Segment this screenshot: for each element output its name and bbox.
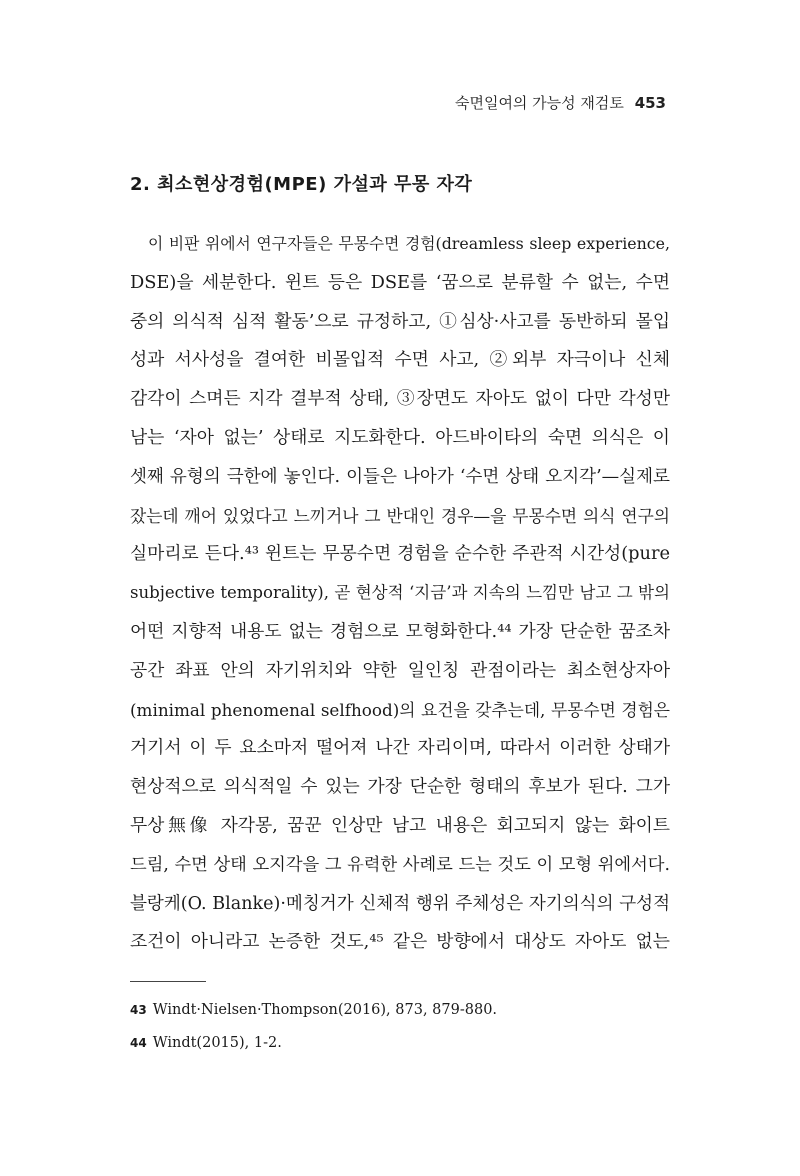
footnote-number: 43 [130, 1003, 147, 1017]
running-header [455, 92, 666, 113]
body-line: 거기서 이 두 요소마저 떨어져 나간 자리이며, 따라서 이러한 상태가 [130, 737, 670, 759]
body-line: 성과 서사성을 결여한 비몰입적 수면 사고, ②외부 자극이나 신체 [130, 349, 670, 371]
body-line: 블랑케(O. Blanke)·메칭거가 신체적 행위 주체성은 자기의식의 구성적 [130, 893, 670, 914]
body-line: subjective temporality), 곧 현상적 ‘지금’과 지속의 느낌만 남고 그 밖의 [130, 583, 670, 603]
running-title: 숙면일여의 가능성 재검토 [454, 94, 624, 112]
footnote-divider [130, 981, 206, 982]
body-line: 셋째 유형의 극한에 놓인다. 이들은 나아가 ‘수면 상태 오지각’—실제로 [130, 466, 670, 487]
section-heading: 2. 최소현상경험(MPE) 가설과 무몽 자각 [130, 174, 473, 195]
body-line: DSE)을 세분한다. 윈트 등은 DSE를 ‘꿈으로 분류할 수 없는, 수면 [130, 271, 670, 293]
body-line: 잤는데 깨어 있었다고 느끼거나 그 반대인 경우—을 무몽수면 의식 연구의 [130, 505, 670, 526]
body-line: 조건이 아니라고 논증한 것도,⁴⁵ 같은 방향에서 대상도 자아도 없는 [130, 931, 670, 953]
body-line: 현상적으로 의식적일 수 있는 가장 단순한 형태의 후보가 된다. 그가 [130, 776, 670, 798]
footnote-text: Windt(2015), 1-2. [152, 1035, 282, 1051]
body-line: 중의 의식적 심적 활동’으로 규정하고, ①심상·사고를 동반하되 몰입 [130, 310, 670, 332]
page-number: 453 [634, 94, 666, 112]
body-line: 감각이 스며든 지각 결부적 상태, ③장면도 자아도 없이 다만 각성만 [130, 388, 670, 410]
body-line: 공간 좌표 안의 자기위치와 약한 일인칭 관점이라는 최소현상자아 [130, 659, 670, 681]
body-line: 무상無像 자각몽, 꿈꾼 인상만 남고 내용은 회고되지 않는 화이트 [130, 814, 670, 836]
body-text [130, 225, 670, 962]
body-line: 어떤 지향적 내용도 없는 경험으로 모형화한다.⁴⁴ 가장 단순한 꿈조차 [130, 620, 670, 642]
body-line: 드림, 수면 상태 오지각을 그 유력한 사례로 드는 것도 이 모형 위에서다. [130, 854, 670, 875]
body-line: 실마리로 든다.⁴³ 윈트는 무몽수면 경험을 순수한 주관적 시간성(pure [130, 543, 670, 565]
body-line: (minimal phenomenal selfhood)의 요건을 갖추는데, 무몽수면 경험은 [130, 699, 670, 720]
footnote-number: 44 [130, 1036, 147, 1050]
footnote [130, 1027, 670, 1060]
body-line: 남는 ‘자아 없는’ 상태로 지도화한다. 아드바이타의 숙면 의식은 이 [130, 426, 670, 448]
footnote [130, 994, 670, 1027]
footnotes [130, 994, 670, 1060]
body-line: 이 비판 위에서 연구자들은 무몽수면 경험(dreamless sleep experience, [148, 234, 670, 253]
footnote-text: Windt·Nielsen·Thompson(2016), 873, 879-880. [152, 1002, 498, 1018]
